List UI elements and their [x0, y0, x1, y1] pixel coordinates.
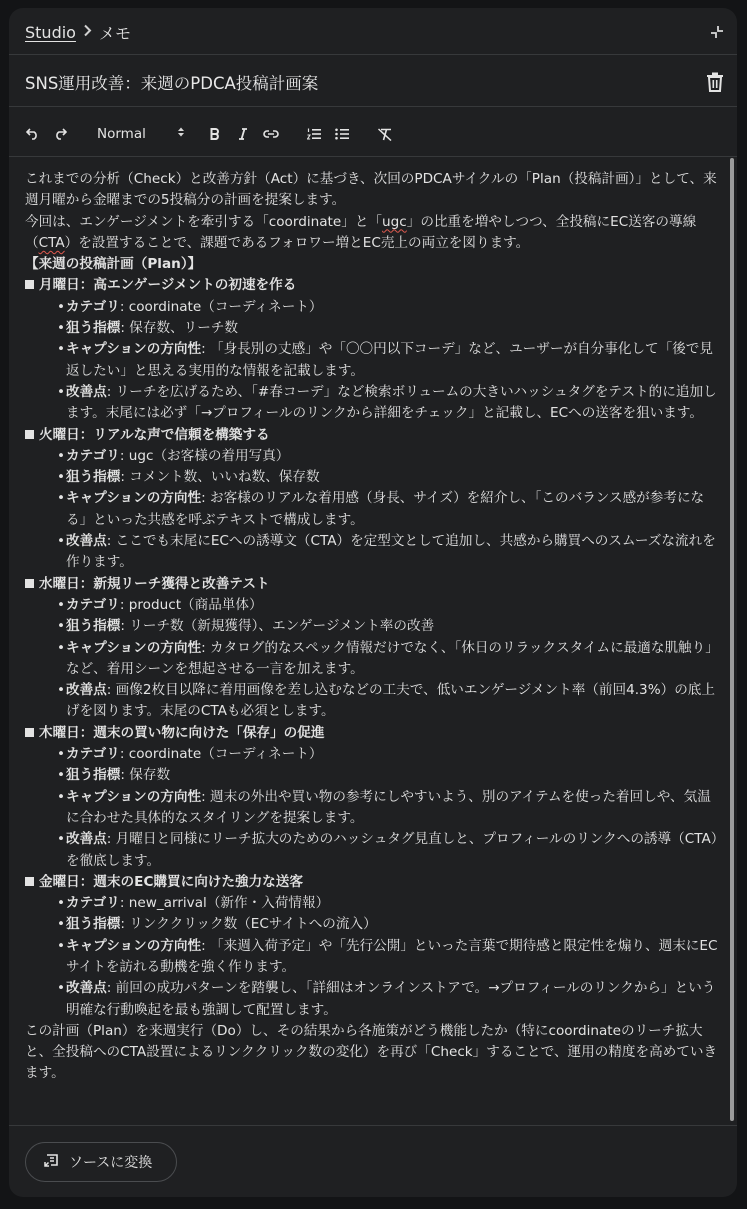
day-heading	[25, 425, 721, 446]
list-item	[57, 318, 721, 339]
day-item-list	[25, 893, 721, 1021]
memo-body[interactable]	[25, 169, 721, 1085]
day-item-list	[25, 297, 721, 425]
square-bullet-icon	[25, 728, 34, 737]
list-item-text: : コメント数、いいね数、保存数	[120, 469, 320, 486]
spellcheck-word-ugc: ugc	[382, 213, 407, 230]
day-heading-text: 木曜日：週末の買い物に向けた「保存」の促進	[39, 724, 325, 741]
list-item-text: : 保存数、リーチ数	[120, 320, 239, 337]
list-item	[57, 914, 721, 935]
list-item-text: : リンククリック数（ECサイトへの流入）	[120, 916, 377, 933]
square-bullet-icon	[25, 579, 34, 588]
list-item	[57, 616, 721, 637]
intro2-text-c: ）を設置することで、課題であるフォロワー増とEC売上の両立を図ります。	[64, 234, 530, 251]
list-item-label: 改善点	[66, 383, 107, 400]
square-bullet-icon	[25, 430, 34, 439]
convert-to-source-button[interactable]	[25, 1142, 177, 1182]
list-item	[57, 446, 721, 467]
memo-title[interactable]: SNS運用改善：来週のPDCA投稿計画案	[25, 74, 319, 93]
plan-heading: 【来週の投稿計画（Plan）】	[25, 256, 202, 273]
list-item-text: : リーチ数（新規獲得）、エンゲージメント率の改善	[120, 618, 435, 635]
list-item-label: 改善点	[66, 533, 107, 550]
list-item-text: : 画像2枚目以降に着用画像を差し込むなどの工夫で、低いエンゲージメント率（前回4.3%）の底上げを図ります。末尾のCTAも必須とします。	[66, 682, 715, 720]
list-item-text: : 前回の成功パターンを踏襲し、「詳細はオンラインストアで。→プロフィールのリンクから」という明確な行動喚起を最も強調して配置します。	[66, 980, 716, 1018]
list-item-label: キャプションの方向性	[66, 937, 202, 954]
list-item-label: 改善点	[66, 682, 107, 699]
list-item	[57, 297, 721, 318]
list-item	[57, 978, 721, 1021]
list-item-label: 狙う指標	[66, 618, 121, 635]
list-item-label: 狙う指標	[66, 469, 121, 486]
list-item-label: カテゴリ	[66, 447, 120, 464]
delete-trash-icon[interactable]	[706, 72, 724, 92]
list-item	[57, 829, 721, 872]
list-item	[57, 744, 721, 765]
day-heading-text: 火曜日：リアルな声で信頼を構築する	[39, 426, 270, 443]
list-item-text: : お客様のリアルな着用感（身長、サイズ）を紹介し、「このバランス感が参考になる」といった共感を呼ぶテキストで構成します。	[66, 490, 705, 528]
list-item	[57, 488, 721, 531]
intro2-text-b: 」の比重を増やしつつ、全投稿にEC送客の導線（	[25, 213, 697, 251]
divider	[9, 106, 737, 107]
text-style-value: Normal	[97, 126, 146, 142]
convert-to-source-label: ソースに変換	[69, 1155, 153, 1171]
list-item	[57, 339, 721, 382]
updown-arrows-icon	[177, 126, 185, 142]
italic-icon[interactable]	[236, 124, 250, 144]
list-item-label: 改善点	[66, 831, 107, 848]
collapse-icon[interactable]	[709, 24, 725, 40]
list-item	[57, 765, 721, 786]
list-item-label: キャプションの方向性	[66, 788, 202, 805]
list-item-label: カテゴリ	[66, 746, 120, 763]
list-item-label: 改善点	[66, 980, 107, 997]
list-item	[57, 680, 721, 723]
intro2-text-a: 今回は、エンゲージメントを牽引する「coordinate」と「	[25, 213, 383, 230]
list-item-text: : new_arrival（新作・入荷情報）	[119, 895, 330, 912]
redo-icon[interactable]	[53, 124, 67, 144]
undo-icon[interactable]	[25, 124, 39, 144]
list-item	[57, 382, 721, 425]
list-item-label: 狙う指標	[66, 767, 121, 784]
bulleted-list-icon[interactable]	[335, 124, 349, 144]
closing-paragraph: この計画（Plan）を来週実行（Do）し、その結果から各施策がどう機能したか（特にcoordinateのリーチ拡大と、全投稿へのCTA設置によるリンククリック数の変化）を再び「Check」することで、運用の精度を高めていきます。	[25, 1022, 718, 1082]
list-item-text: : カタログ的なスペック情報だけでなく、「休日のリラックスタイムに最適な肌触り」など、着用シーンを想起させる一言を加えます。	[66, 639, 719, 677]
day-heading	[25, 872, 721, 893]
list-item-label: カテゴリ	[66, 596, 120, 613]
list-item	[57, 936, 721, 979]
day-item-list	[25, 595, 721, 723]
list-item-text: : 月曜日と同様にリーチ拡大のためのハッシュタグ見直しと、プロフィールのリンクへの誘導（CTA）を徹底します。	[66, 831, 718, 869]
intro-paragraph-2	[25, 212, 721, 255]
day-heading	[25, 723, 721, 744]
spellcheck-word-cta: CTA	[38, 234, 65, 251]
list-item-text: : 保存数	[120, 767, 171, 784]
list-item	[57, 531, 721, 574]
breadcrumb-current: メモ	[98, 23, 131, 43]
list-item-label: キャプションの方向性	[66, 639, 202, 656]
breadcrumb-studio-link[interactable]: Studio	[25, 22, 76, 42]
list-item-text: : ugc（お客様の着用写真）	[119, 447, 290, 464]
scrollbar[interactable]	[730, 158, 734, 1121]
list-item-label: カテゴリ	[66, 895, 120, 912]
link-icon[interactable]	[263, 124, 279, 144]
list-item-label: 狙う指標	[66, 320, 121, 337]
memo-panel	[9, 8, 737, 1197]
list-item-text: : 「身長別の丈感」や「〇〇円以下コーデ」など、ユーザーが自分事化して「後で見返したい」と思える実用的な情報を記載します。	[66, 341, 713, 379]
list-item-label: カテゴリ	[66, 298, 120, 315]
square-bullet-icon	[25, 877, 34, 886]
divider	[9, 156, 737, 157]
intro-paragraph-1: これまでの分析（Check）と改善方針（Act）に基づき、次回のPDCAサイクルの「Plan（投稿計画）」として、来週月曜から金曜までの5投稿分の計画を提案します。	[25, 171, 717, 209]
list-item-text: : coordinate（コーディネート）	[119, 298, 323, 315]
breadcrumb	[25, 20, 131, 44]
day-heading	[25, 275, 721, 296]
formatting-toolbar	[9, 120, 737, 148]
divider	[9, 1125, 737, 1126]
day-sections	[25, 275, 721, 1020]
list-item-text: : product（商品単体）	[119, 596, 263, 613]
list-item-text: : 「来週入荷予定」や「先行公開」といった言葉で期待感と限定性を煽り、週末にECサイトを訪れる動機を強く作ります。	[66, 937, 718, 975]
list-item-text: : 週末の外出や買い物の参考にしやすいよう、別のアイテムを使った着回しや、気温に合わせた具体的なスタイリングを提案します。	[66, 788, 711, 826]
list-item	[57, 787, 721, 830]
bold-icon[interactable]	[208, 124, 222, 144]
list-item-label: キャプションの方向性	[66, 341, 202, 358]
text-style-dropdown[interactable]	[97, 124, 185, 144]
divider	[9, 54, 737, 55]
list-item	[57, 893, 721, 914]
list-item-text: : ここでも末尾にECへの誘導文（CTA）を定型文として追加し、共感から購買へのスムーズな流れを作ります。	[66, 533, 716, 571]
day-heading-text: 水曜日：新規リーチ獲得と改善テスト	[39, 575, 270, 592]
day-heading-text: 月曜日：高エンゲージメントの初速を作る	[39, 277, 297, 294]
list-item-text: : リーチを広げるため、「#春コーデ」など検索ボリュームの大きいハッシュタグをテスト的に追加します。末尾には必ず「→プロフィールのリンクから詳細をチェック」と記載し、ECへの送客を狙います。	[66, 383, 717, 422]
convert-source-icon	[44, 1152, 69, 1172]
day-heading	[25, 574, 721, 595]
day-heading-text: 金曜日：週末のEC購買に向けた強力な送客	[39, 873, 303, 890]
clear-formatting-icon[interactable]	[377, 124, 393, 144]
list-item	[57, 595, 721, 616]
list-item	[57, 638, 721, 681]
list-item-text: : coordinate（コーディネート）	[119, 746, 323, 763]
list-item-label: キャプションの方向性	[66, 490, 202, 507]
list-item-label: 狙う指標	[66, 916, 121, 933]
square-bullet-icon	[25, 280, 34, 289]
numbered-list-icon[interactable]	[307, 124, 321, 144]
day-item-list	[25, 744, 721, 872]
day-item-list	[25, 446, 721, 574]
list-item	[57, 467, 721, 488]
chevron-right-icon	[83, 24, 92, 41]
